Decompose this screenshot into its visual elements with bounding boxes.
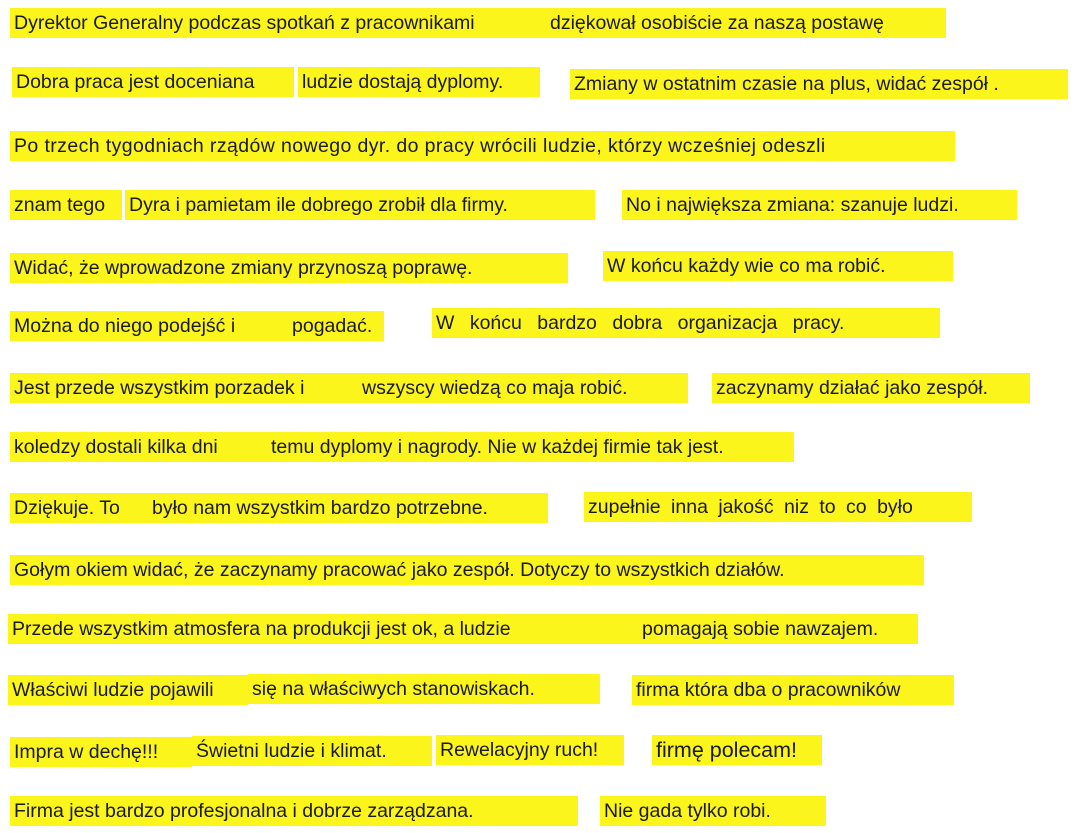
comment-snippet: zupełnie inna jakość niz to co było [584, 492, 972, 522]
comment-snippet: Świetni ludzie i klimat. [192, 736, 432, 766]
comment-snippet: Rewelacyjny ruch! [436, 735, 624, 765]
comment-snippet: się na właściwych stanowiskach. [248, 674, 600, 704]
comment-snippet: Właściwi ludzie pojawili [8, 675, 248, 705]
comment-snippet: Zmiany w ostatnim czasie na plus, widać zespół . [570, 69, 1068, 99]
comment-snippet: firma która dba o pracowników [632, 675, 954, 705]
comment-snippet: Widać, że wprowadzone zmiany przynoszą poprawę. [10, 253, 568, 283]
comment-snippet: znam tego [10, 190, 122, 220]
comment-snippet: Można do niego podejść i [10, 311, 288, 341]
comment-snippet: W końcu każdy wie co ma robić. [603, 251, 953, 281]
comment-snippet: Dyra i pamietam ile dobrego zrobił dla firmy. [125, 190, 595, 220]
comment-snippet: było nam wszystkim bardzo potrzebne. [148, 493, 548, 523]
comment-snippet: firmę polecam! [652, 735, 822, 765]
comment-snippet: Dobra praca jest doceniana [12, 67, 294, 97]
comment-snippet: dziękował osobiście za naszą postawę [546, 8, 946, 38]
comment-snippet: Gołym okiem widać, że zaczynamy pracować jako zespół. Dotyczy to wszystkich działów. [10, 555, 924, 585]
comment-snippet: temu dyplomy i nagrody. Nie w każdej firmie tak jest. [267, 432, 794, 462]
comment-snippet: Firma jest bardzo profesjonalna i dobrze zarządzana. [10, 796, 578, 826]
comment-snippet: pomagają sobie nawzajem. [638, 614, 918, 644]
comment-snippet: Dyrektor Generalny podczas spotkań z pracownikami [10, 8, 548, 38]
comment-snippet: koledzy dostali kilka dni [10, 432, 267, 462]
comment-snippet: Jest przede wszystkim porzadek i [10, 373, 358, 403]
comment-snippet: Przede wszystkim atmosfera na produkcji jest ok, a ludzie [8, 614, 638, 644]
comment-snippet: wszyscy wiedzą co maja robić. [358, 373, 688, 403]
comment-snippet: Dziękuje. To [10, 493, 148, 523]
comment-snippet: zaczynamy działać jako zespół. [712, 373, 1030, 403]
comment-snippet: Impra w dechę!!! [10, 737, 192, 767]
comment-snippet: pogadać. [288, 311, 384, 341]
comment-snippet: Nie gada tylko robi. [600, 796, 826, 826]
comment-snippet: No i największa zmiana: szanuje ludzi. [622, 190, 1017, 220]
comment-snippet: Po trzech tygodniach rządów nowego dyr. do pracy wrócili ludzie, którzy wcześniej odeszli [10, 131, 955, 161]
comment-snippet: ludzie dostają dyplomy. [298, 67, 540, 97]
comment-snippet: W końcu bardzo dobra organizacja pracy. [432, 308, 940, 338]
